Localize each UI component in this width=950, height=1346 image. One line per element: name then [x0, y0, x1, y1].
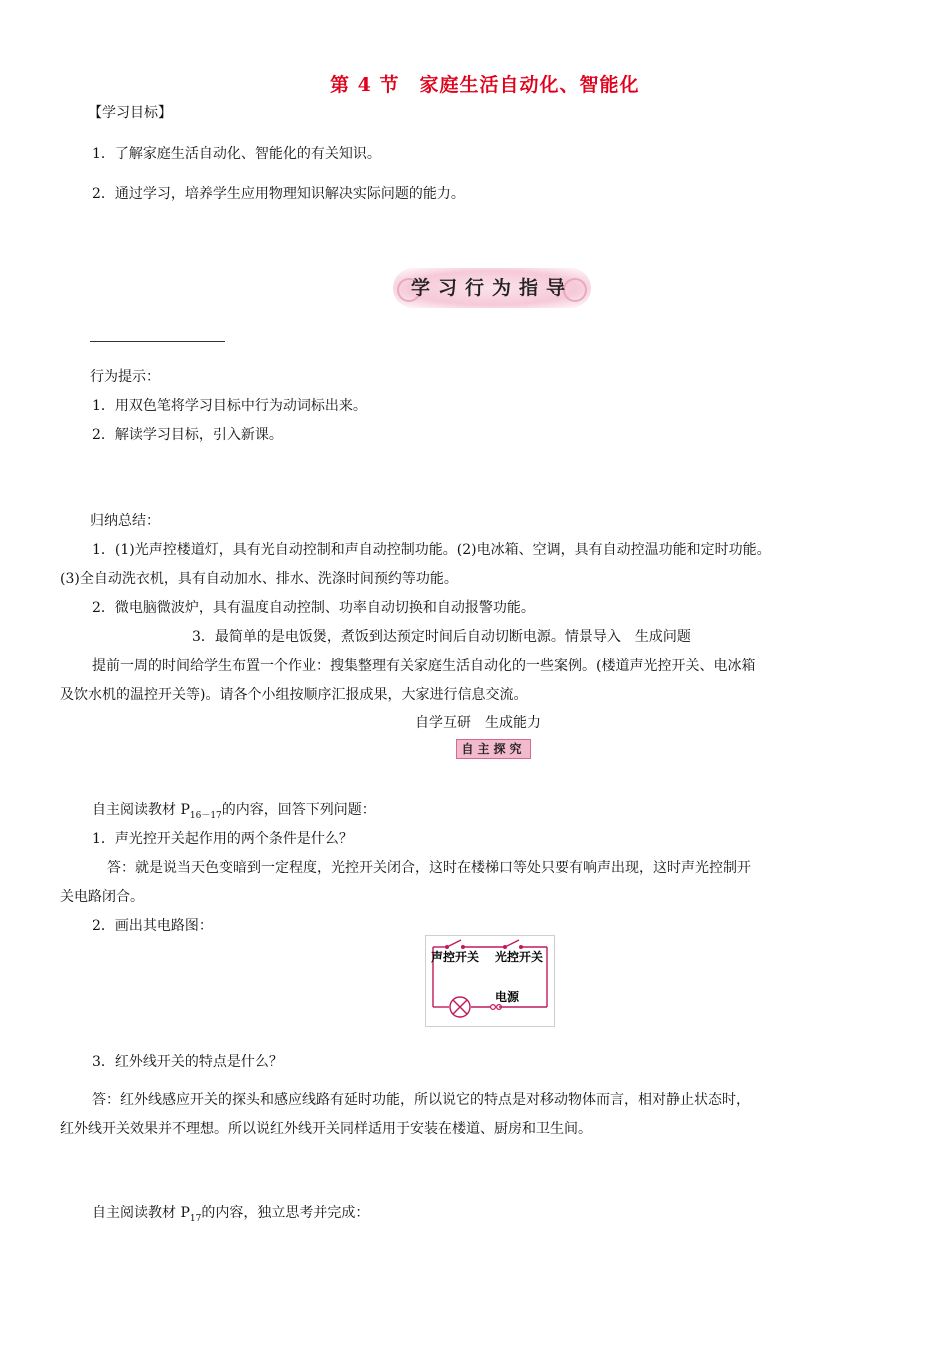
summary-line-3: 2．微电脑微波炉，具有温度自动控制、功率自动切换和自动报警功能。 [92, 600, 535, 616]
objectives-header: 【学习目标】 [88, 105, 172, 121]
reading-2-pages: 17 [189, 1213, 202, 1224]
summary-line-1: 1．(1)光声控楼道灯，具有光自动控制和声自动控制功能。(2)电冰箱、空调，具有自动控温功能和定时功能。 [92, 542, 771, 558]
objective-item-2: 2．通过学习，培养学生应用物理知识解决实际问题的能力。 [92, 186, 465, 202]
question-1: 1．声光控开关起作用的两个条件是什么？ [92, 831, 353, 847]
reading-1-suffix: 的内容，回答下列问题： [221, 802, 376, 818]
section-banner [393, 268, 591, 308]
reading-instruction-1 [92, 799, 376, 821]
self-study-banner: 自主探究 [456, 739, 531, 759]
question-2: 2．画出其电路图： [92, 918, 213, 934]
page-title: 第 4 节 家庭生活自动化、智能化 [330, 74, 640, 96]
tips-header: 行为提示： [90, 369, 160, 385]
summary-header: 归纳总结： [90, 513, 160, 529]
answer-3-line-1: 答：红外线感应开关的探头和感应线路有延时功能，所以说它的特点是对移动物体而言，相对静止状态时， [92, 1092, 750, 1108]
reading-2-suffix: 的内容，独立思考并完成： [201, 1205, 370, 1221]
tip-item-2: 2．解读学习目标，引入新课。 [92, 427, 283, 443]
lamp-icon [450, 997, 470, 1017]
answer-3-line-2: 红外线开关效果并不理想。所以说红外线开关同样适用于安装在楼道、厨房和卫生间。 [60, 1121, 592, 1137]
label-power: 电源 [495, 990, 520, 1004]
blank-rule [90, 341, 225, 342]
question-3: 3．红外线开关的特点是什么？ [92, 1054, 283, 1070]
summary-line-5: 提前一周的时间给学生布置一个作业：搜集整理有关家庭生活自动化的一些案例。(楼道声光控开关、电冰箱 [92, 658, 756, 674]
section2-title: 自学互研 生成能力 [415, 715, 541, 731]
reading-1-pages: 16－17 [189, 810, 222, 821]
answer-1-line-2: 关电路闭合。 [60, 889, 144, 905]
label-sound-switch: 声控开关 [431, 950, 480, 964]
section-banner-text: 学习行为指导 [410, 277, 573, 299]
label-light-switch: 光控开关 [495, 950, 544, 964]
circuit-diagram [425, 935, 555, 1027]
tip-item-1: 1．用双色笔将学习目标中行为动词标出来。 [92, 398, 367, 414]
reading-2-prefix: 自主阅读教材 P [92, 1205, 190, 1221]
reading-1-prefix: 自主阅读教材 P [92, 802, 190, 818]
summary-line-2: (3)全自动洗衣机，具有自动加水、排水、洗涤时间预约等功能。 [60, 571, 458, 587]
objective-item-1: 1．了解家庭生活自动化、智能化的有关知识。 [92, 146, 381, 162]
answer-1-line-1: 答：就是说当天色变暗到一定程度，光控开关闭合，这时在楼梯口等处只要有响声出现，这时声光控制开 [107, 860, 751, 876]
reading-instruction-2 [92, 1202, 369, 1224]
summary-line-4: 3．最简单的是电饭煲，煮饭到达预定时间后自动切断电源。情景导入 生成问题 [192, 629, 691, 645]
summary-line-6: 及饮水机的温控开关等)。请各个小组按顺序汇报成果，大家进行信息交流。 [60, 687, 528, 703]
